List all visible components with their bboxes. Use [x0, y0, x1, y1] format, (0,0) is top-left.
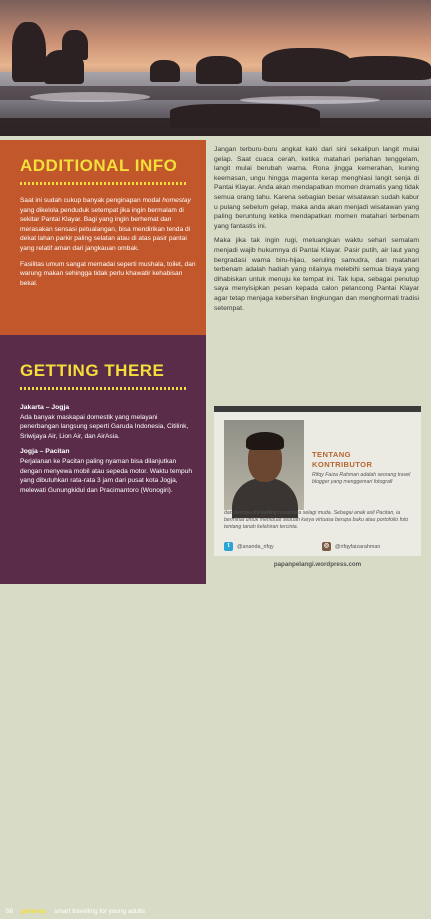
additional-info-box: [0, 140, 206, 335]
text: Saat ini sudah cukup banyak penginapan modal: [20, 197, 163, 204]
magazine-name: getaway: [21, 908, 47, 915]
contributor-card: [214, 406, 421, 556]
wave-foam: [30, 92, 150, 102]
rock-foreground: [0, 118, 431, 136]
article-paragraph: Jangan terburu-buru angkat kaki dari sini sekalipun langit mulai gelap. Saat cuaca cerah, ketika matahari perlahan tenggelam, langit mulai berubah warna. Rona jingga kemerahan, kuning keemasan, ungu hingga magenta kerap menghiasi langit senja di Pantai Klayar. Anda akan mendapatkan momen dramatis yang tidak semua orang tahu. Karena sebagian besar wisatawan sudah kabur u pulang sebelum gelap, maka anda akan menjadi wisatawan yang paling beruntung ketika mendapatkan momen matahari terbenam yang fantastis ini.: [214, 146, 419, 230]
page-number: 56: [6, 908, 14, 915]
additional-info-paragraph: [20, 196, 196, 254]
page-footer: [0, 904, 206, 919]
getting-there-title: GETTING THERE: [20, 361, 165, 380]
article-body: [214, 145, 419, 318]
additional-info-paragraph: Fasilitas umum sangat memadai seperti mushala, toilet, dan warung makan sehingga tidak perlu khawatir kehabisan bekal.: [20, 260, 196, 287]
text: yang dikelola penduduk setempat jika ingin bermalam di sekitar Pantai Klayar. Bagi yang ingin berhemat dan merasakan sensasi petualangan, bisa mendirikan tenda di dekat lahan parkir paling selatan atau di atas pasir pantai yang relatif aman dari jangkauan ombak.: [20, 206, 191, 252]
additional-info-title: ADDITIONAL INFO: [20, 156, 178, 175]
dotted-divider: [20, 387, 186, 390]
dotted-divider: [20, 182, 186, 185]
instagram-handle-text: @rifqyfaizarahman: [335, 543, 381, 550]
wave-foam: [240, 96, 380, 104]
route-text: Perjalanan ke Pacitan paling nyaman bisa dilanjutkan dengan menyewa mobil atau sepeda motor. Waktu tempuh yang dibutuhkan rata-rata 3 jam dari pusat kota Jogja, melewati Gunungkidul dan Pracimantoro (Wonogiri).: [20, 457, 193, 494]
route-heading: Jakarta – Jogja: [20, 404, 70, 411]
rock: [336, 56, 431, 80]
rock: [150, 60, 180, 82]
contributor-photo: [224, 420, 304, 510]
additional-info-text: [20, 196, 196, 294]
rock: [62, 30, 88, 60]
twitter-icon: t: [224, 542, 233, 551]
getting-there-text: [20, 403, 196, 501]
text-italic: homestay: [162, 197, 191, 204]
route-text: Ada banyak maskapai domestik yang melayani penerbangan langsung seperti Garuda Indonesia, Citilink, Sriwijaya Air, Lion Air, dan AirAsia.: [20, 413, 189, 440]
instagram-icon: ◎: [323, 543, 330, 549]
contributor-bio: dan bercita-cita keliling nusantara selagi muda. Sebagai anak asli Pacitan, ia berminat untuk membuat sebuah karya virtuasa berupa buku atau portofolio foto tentang tanah kelahiran tercinta.: [224, 510, 409, 531]
twitter-handle-text: @ananda_rifqy: [237, 543, 274, 550]
route-block: [20, 403, 196, 441]
route-block: [20, 447, 196, 495]
rock: [196, 56, 242, 84]
article-paragraph: Maka jika tak ingin rugi, meluangkan waktu sehari semalam menjadi wajib hukumnya di Pantai Klayar. Pasir putih, air laut yang bergradasi warna biru-hijau, seruling samudra, dan matahari terbenam adalah hadiah yang nilainya melebihi semua biaya yang dihabiskan untuk menuju ke tempat ini. Tak lupa, sebagai penutup saya menyisipkan pesan kepada calon pelancong Pantai Klayar agar tetap menjaga kebersihan lingkungan dan menghormati tradisi setempat.: [214, 237, 419, 312]
website-link[interactable]: papanpelangi.wordpress.com: [273, 561, 362, 568]
contributor-label: KONTRIBUTOR: [312, 460, 373, 469]
card-header-bar: [214, 406, 421, 412]
twitter-handle[interactable]: [224, 542, 274, 551]
magazine-tagline: smart travelling for young adults: [54, 908, 145, 915]
rock: [12, 22, 46, 82]
contributor-bio: Rifqy Faiza Rahman adalah seorang travel blogger yang menggemari fotografi: [312, 472, 411, 486]
route-heading: Jogja – Pacitan: [20, 448, 70, 456]
hero-photo-sunset-beach: [0, 0, 431, 136]
hair: [246, 432, 284, 450]
getting-there-box: [0, 335, 206, 915]
contributor-label: TENTANG: [312, 450, 351, 459]
instagram-handle[interactable]: [322, 542, 380, 551]
